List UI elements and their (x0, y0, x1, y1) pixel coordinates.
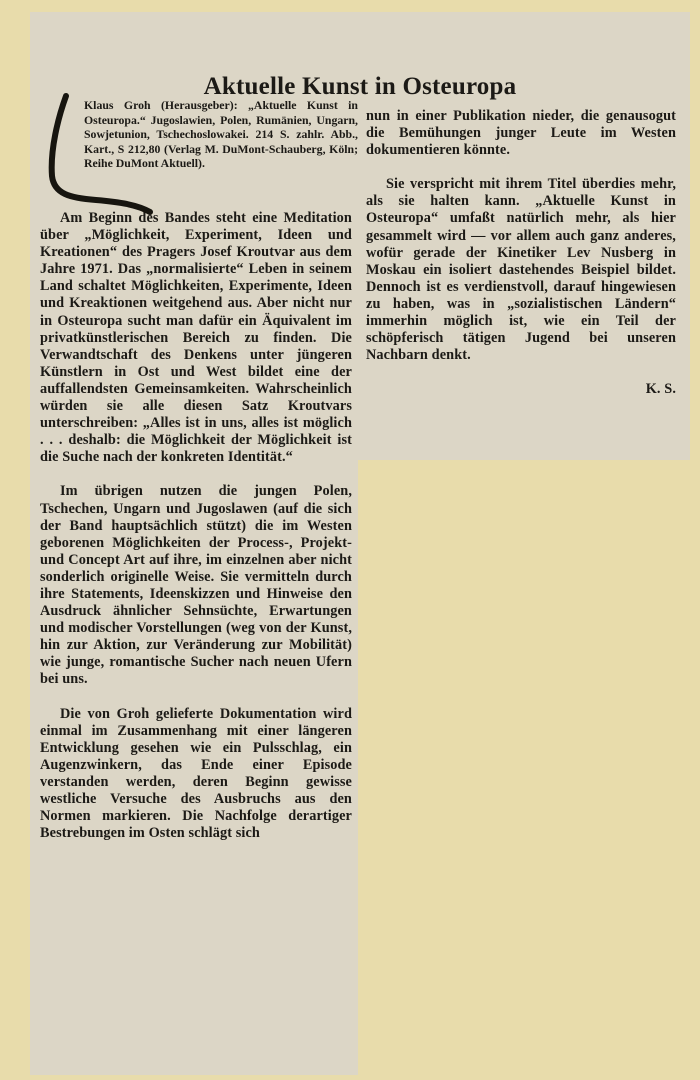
bibliography-note: Klaus Groh (Herausgeber): „Aktuelle Kunst in Osteuropa.“ Jugoslawien, Polen, Rumänien, Ungarn, Sowjetunion, Tschechoslowakei. 214 S. zahlr. Abb., Kart., S 212,80 (Verlag M. DuMont-Schauberg, Köln; Reihe DuMont Aktuell). (84, 98, 358, 171)
article-title: Aktuelle Kunst in Osteuropa (203, 72, 517, 100)
left-column (40, 210, 352, 859)
right-column (366, 108, 676, 398)
paragraph: Sie verspricht mit ihrem Titel überdies mehr, als sie halten kann. „Aktuelle Kunst in Osteuropa“ umfaßt natürlich mehr, als hier gesammelt wird — vor allem auch ganz anderes, wofür gerade der Kinetiker Lev Nusberg in Moskau ein isoliert dastehendes Beispiel bildet. Dennoch ist es verdienstvoll, darauf hingewiesen zu haben, was in „sozialistischen Ländern“ immerhin möglich ist, wie ein Teil der schöpferisch tätigen Jugend bei unseren Nachbarn denkt. (366, 176, 676, 364)
paragraph: nun in einer Publikation nieder, die genausogut die Bemühungen junger Leute im Westen dokumentieren könnte. (366, 108, 676, 159)
paragraph: Am Beginn des Bandes steht eine Meditation über „Möglichkeit, Experiment, Ideen und Kreationen“ des Pragers Josef Kroutvar aus dem Jahre 1971. Das „normalisierte“ Leben in seinem Land schaltet Möglichkeiten, Experimente, Ideen und Kreaktionen weitgehend aus. Aber nicht nur in Osteuropa sucht man dafür ein Äquivalent im privatkünstlerischen Bereich zu finden. Die Verwandtschaft des Denkens unter jüngeren Künstlern in Ost und West bildet eine der auffallendsten Gemeinsamkeiten. Wahrscheinlich würden sie alle diesen Satz Kroutvars unterschreiben: „Alles ist in uns, alles ist möglich . . . deshalb: die Möglichkeit der Möglichkeit ist die Suche nach der konkreten Identität.“ (40, 210, 352, 466)
paragraph: Die von Groh gelieferte Dokumentation wird einmal im Zusammenhang mit einer längeren Entwicklung gesehen wie ein Pulsschlag, ein Augenzwinkern, das Ende einer Episode verstanden werden, deren Beginn gewisse westliche Versuche des Ausbruchs aus den Normen markieren. Die Nachfolge derartiger Bestrebungen im Osten schlägt sich (40, 705, 352, 842)
author-signature: K. S. (645, 381, 676, 398)
paragraph: Im übrigen nutzen die jungen Polen, Tschechen, Ungarn und Jugoslawen (auf die sich der Band hauptsächlich stützt) die im Westen geborenen Möglichkeiten der Process-, Projekt- und Concept Art auf ihre, im einzelnen aber nicht sonderlich originelle Weise. Sie vermitteln durch ihre Statements, Ideenskizzen und Hinweise den Ausdruck ähnlicher Sehnsüchte, Erwartungen und modischer Vorstellungen (weg von der Kunst, hin zur Aktion, zur Veränderung zur Mobilität) wie junge, romantische Sucher nach neuen Ufern bei uns. (40, 483, 352, 688)
